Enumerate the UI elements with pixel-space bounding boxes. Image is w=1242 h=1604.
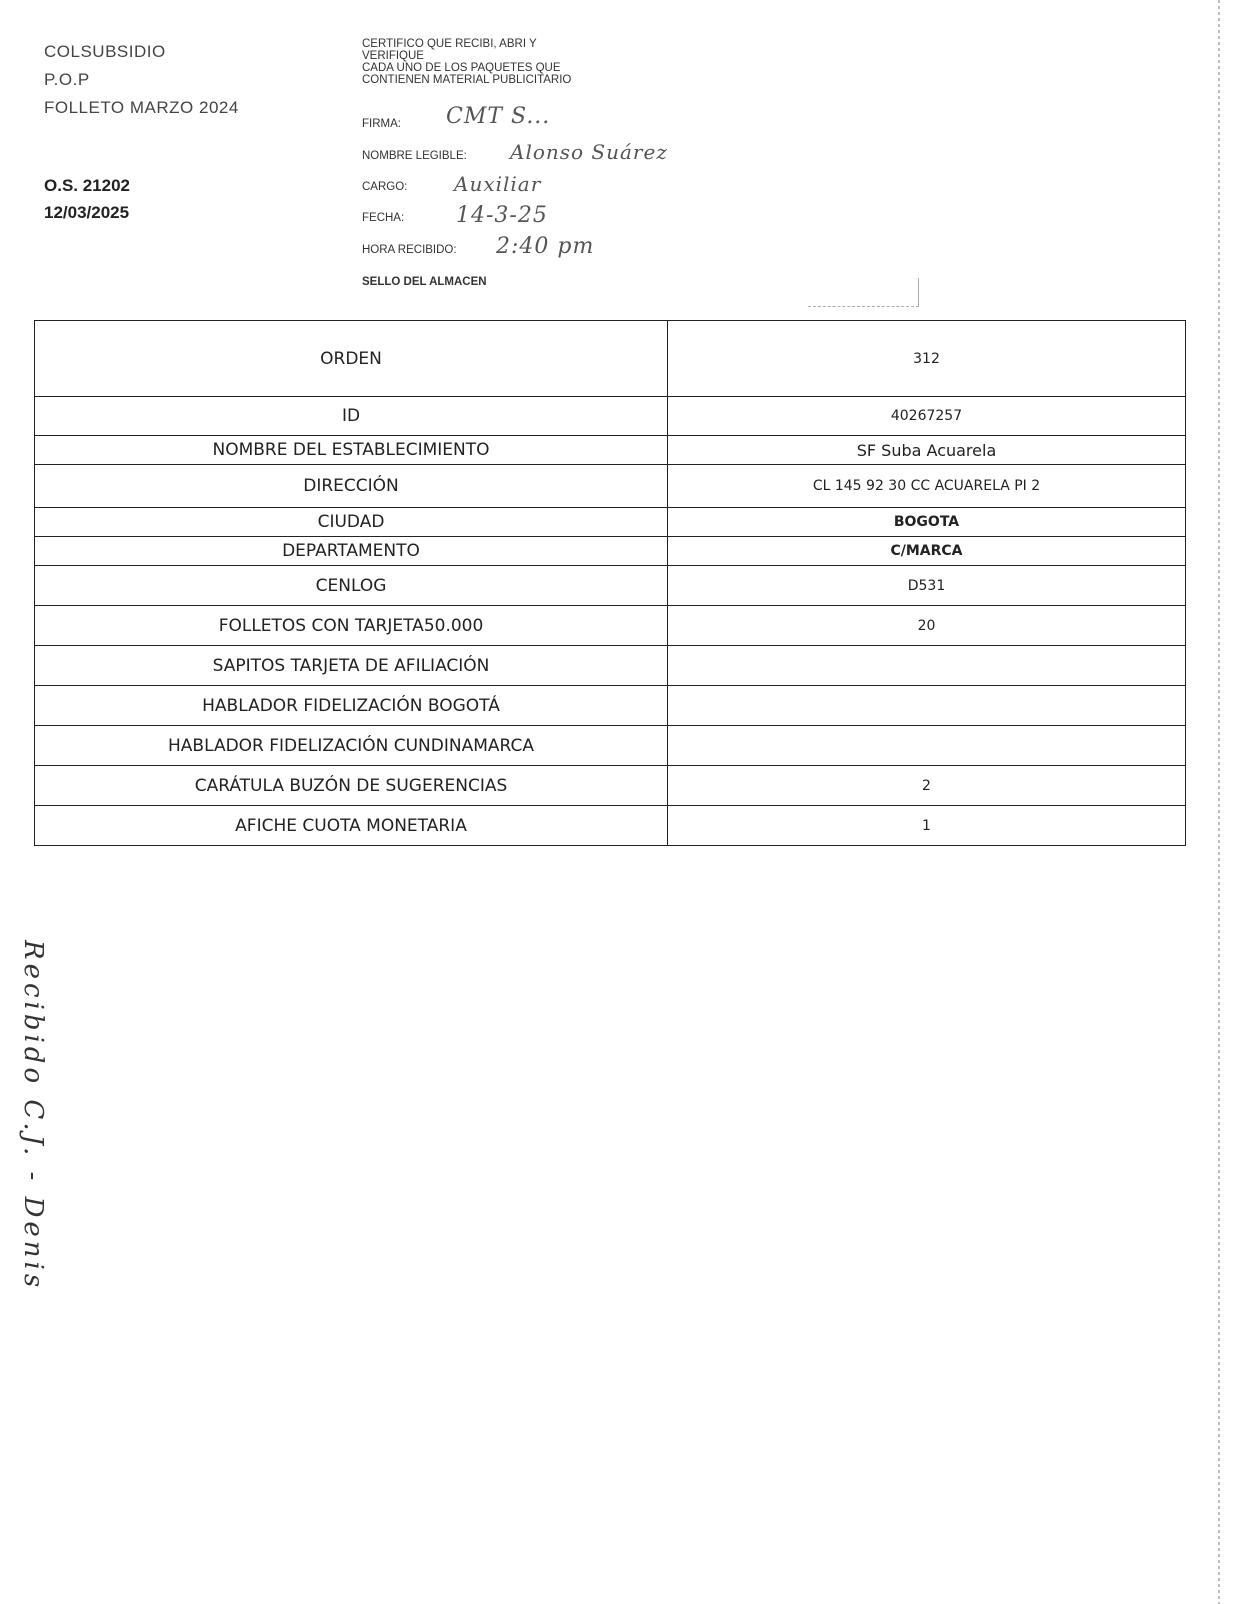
table-row [35,566,1186,606]
order-service-block [44,172,130,226]
document-header [44,38,239,122]
certification-text [362,38,662,86]
row-value: 1 [668,806,1186,846]
table-row [35,646,1186,686]
firma-signature: CMT S... [446,104,551,129]
row-value: SF Suba Acuarela [668,436,1186,465]
row-label: FOLLETOS CON TARJETA50.000 [35,606,668,646]
row-label: CENLOG [35,566,668,606]
row-value: 40267257 [668,397,1186,436]
firma-label: FIRMA: [362,118,401,130]
row-value: CL 145 92 30 CC ACUARELA PI 2 [668,465,1186,508]
order-service-date: 12/03/2025 [44,203,130,222]
row-label: SAPITOS TARJETA DE AFILIACIÓN [35,646,668,686]
row-value [668,686,1186,726]
table-row [35,508,1186,537]
pop-label: P.O.P [44,70,90,89]
handwritten-margin-note: Recibido C.J. - Denis [18,940,48,1292]
row-value: 312 [668,321,1186,397]
cargo-label: CARGO: [362,181,408,193]
table-row [35,766,1186,806]
stamp-mark [808,278,919,307]
row-value: 2 [668,766,1186,806]
row-value: BOGOTA [668,508,1186,537]
table-row [35,606,1186,646]
row-value [668,726,1186,766]
order-service-number: O.S. 21202 [44,176,131,195]
row-label: CIUDAD [35,508,668,537]
cargo-value: Auxiliar [454,172,542,196]
fecha-value: 14-3-25 [456,203,548,228]
row-label: DIRECCIÓN [35,465,668,508]
nombre-label: NOMBRE LEGIBLE: [362,150,467,162]
row-value: C/MARCA [668,537,1186,566]
row-label: HABLADOR FIDELIZACIÓN BOGOTÁ [35,686,668,726]
row-label: DEPARTAMENTO [35,537,668,566]
folleto-title: FOLLETO MARZO 2024 [44,98,239,117]
hora-label: HORA RECIBIDO: [362,244,457,256]
certification-statement: CERTIFICO QUE RECIBI, ABRI Y VERIFIQUE CADA UNO DE LOS PAQUETES QUE CONTIENEN MATERIAL PUBLICITARIO [362,38,572,86]
table-row [35,465,1186,508]
sello-label: SELLO DEL ALMACEN [362,276,487,288]
row-label: HABLADOR FIDELIZACIÓN CUNDINAMARCA [35,726,668,766]
row-value [668,646,1186,686]
scan-edge [1218,0,1220,1604]
table-row [35,686,1186,726]
table-row [35,436,1186,465]
table-row [35,397,1186,436]
table-row [35,806,1186,846]
row-value: 20 [668,606,1186,646]
row-label: ORDEN [35,321,668,397]
nombre-value: Alonso Suárez [510,140,668,164]
hora-value: 2:40 pm [496,234,595,259]
row-label: NOMBRE DEL ESTABLECIMIENTO [35,436,668,465]
table-row [35,726,1186,766]
delivery-table [34,320,1186,846]
company-name: COLSUBSIDIO [44,42,166,61]
row-value: D531 [668,566,1186,606]
table-row [35,537,1186,566]
fecha-label: FECHA: [362,212,405,224]
row-label: CARÁTULA BUZÓN DE SUGERENCIAS [35,766,668,806]
table-row [35,321,1186,397]
row-label: AFICHE CUOTA MONETARIA [35,806,668,846]
row-label: ID [35,397,668,436]
